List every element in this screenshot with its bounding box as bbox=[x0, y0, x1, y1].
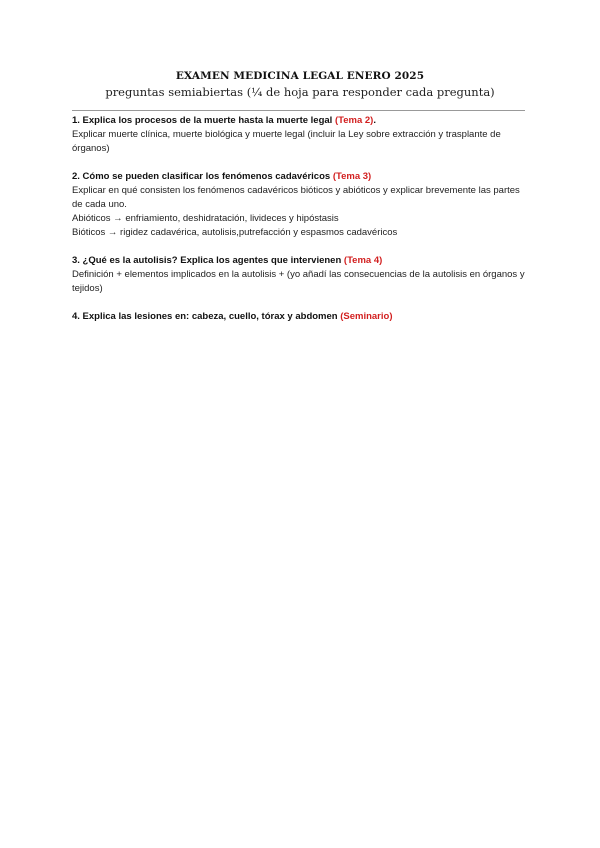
question-heading-text: 1. Explica los procesos de la muerte hasta la muerte legal bbox=[72, 115, 333, 126]
question-heading bbox=[72, 114, 532, 128]
question-detail: Bióticos → rigidez cadavérica, autolisis,putrefacción y espasmos cadavéricos bbox=[72, 227, 398, 238]
question-detail: Explicar en qué consisten los fenómenos cadavéricos bióticos y abióticos y explicar brevemente las partes de cada uno. bbox=[72, 185, 520, 210]
question-detail: Definición + elementos implicados en la autolisis + (yo añadí las consecuencias de la autolisis en órganos y tejidos) bbox=[72, 269, 525, 294]
question-heading bbox=[72, 170, 532, 184]
question-heading bbox=[72, 254, 532, 268]
question-1 bbox=[72, 114, 532, 156]
exam-title: EXAMEN MEDICINA LEGAL ENERO 2025 bbox=[175, 70, 425, 82]
exam-subtitle: preguntas semiabiertas (¼ de hoja para responder cada pregunta) bbox=[105, 85, 495, 99]
topic-reference: (Tema 4) bbox=[343, 255, 383, 266]
question-4 bbox=[72, 310, 532, 324]
question-detail: Abióticos → enfriamiento, deshidratación, livideces y hipóstasis bbox=[72, 213, 339, 224]
header-divider bbox=[72, 110, 525, 111]
question-heading-text: 4. Explica las lesiones en: cabeza, cuello, tórax y abdomen bbox=[72, 311, 338, 322]
topic-reference: (Tema 2) bbox=[334, 115, 374, 126]
topic-reference: (Seminario) bbox=[340, 311, 393, 322]
question-3 bbox=[72, 254, 532, 296]
question-detail: Explicar muerte clínica, muerte biológica y muerte legal (incluir la Ley sobre extracción y trasplante de órganos) bbox=[72, 129, 501, 154]
question-list bbox=[72, 114, 532, 338]
topic-reference: (Tema 3) bbox=[332, 171, 372, 182]
document-header bbox=[0, 70, 600, 99]
question-heading bbox=[72, 310, 532, 324]
question-heading-text: 2. Cómo se pueden clasificar los fenómenos cadavéricos bbox=[72, 171, 331, 182]
heading-suffix: . bbox=[373, 115, 376, 126]
question-heading-text: 3. ¿Qué es la autolisis? Explica los agentes que intervienen bbox=[72, 255, 342, 266]
question-2 bbox=[72, 170, 532, 240]
